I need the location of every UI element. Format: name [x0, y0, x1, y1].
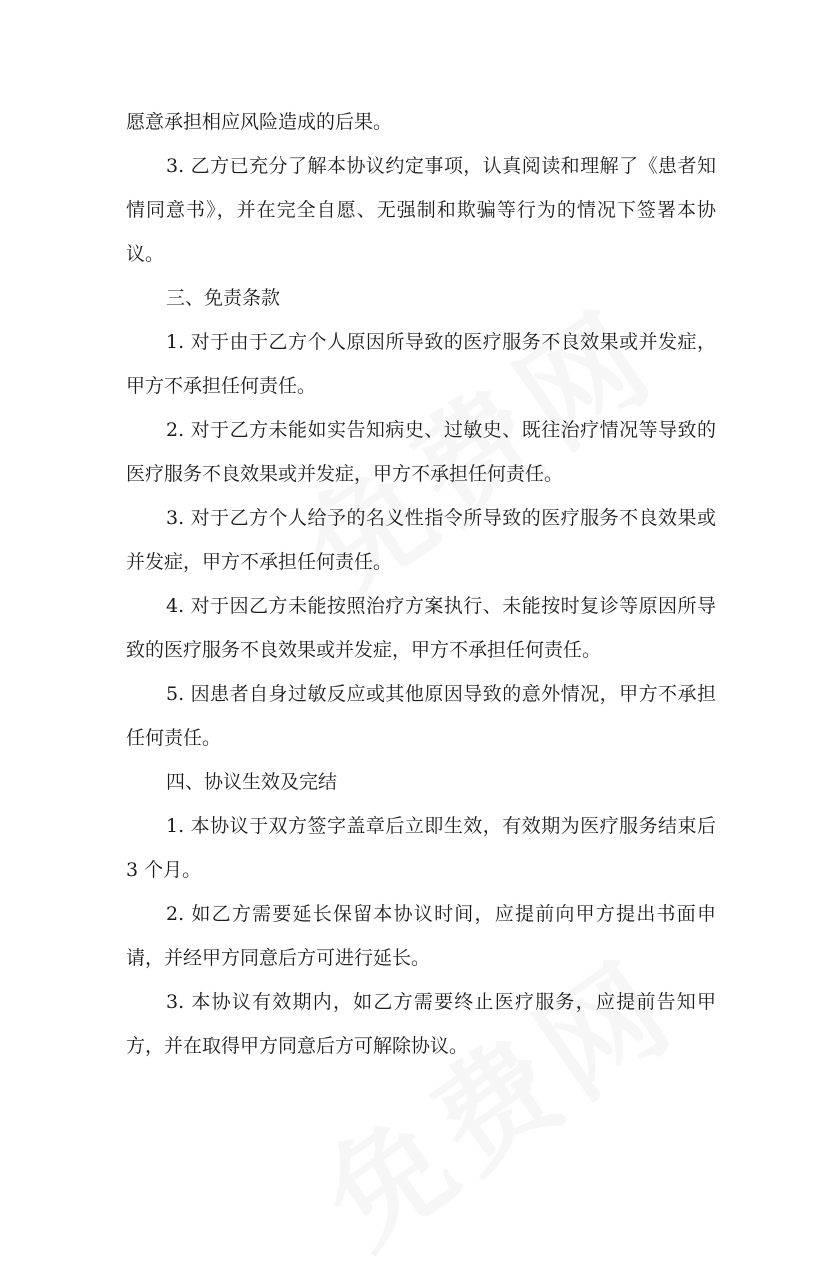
paragraph: 愿意承担相应风险造成的后果。	[126, 111, 393, 133]
section-heading-effect: 四、协议生效及完结	[166, 771, 338, 793]
clause-3-5: 5. 因患者自身过敏反应或其他原因导致的意外情况，甲方不承担任何责任。	[126, 683, 716, 749]
clause-4-3: 3. 本协议有效期内，如乙方需要终止医疗服务，应提前告知甲方，并在取得甲方同意后方可解除协议。	[126, 991, 716, 1057]
clause-3-1: 1. 对于由于乙方个人原因所导致的医疗服务不良效果或并发症，甲方不承担任何责任。	[126, 331, 716, 397]
section-heading-disclaimer: 三、免责条款	[166, 287, 281, 309]
clause-4-2: 2. 如乙方需要延长保留本协议时间，应提前向甲方提出书面申请，并经甲方同意后方可进行延长。	[126, 903, 716, 969]
clause-3-3: 3. 对于乙方个人给予的名义性指令所导致的医疗服务不良效果或并发症，甲方不承担任何责任。	[126, 507, 716, 573]
clause-3-4: 4. 对于因乙方未能按照治疗方案执行、未能按时复诊等原因所导致的医疗服务不良效果或并发症，甲方不承担任何责任。	[126, 595, 716, 661]
clause-3-2: 2. 对于乙方未能如实告知病史、过敏史、既往治疗情况等导致的医疗服务不良效果或并发症，甲方不承担任何责任。	[126, 419, 716, 485]
document-body	[126, 100, 716, 1068]
clause-4-1: 1. 本协议于双方签字盖章后立即生效，有效期为医疗服务结束后 3 个月。	[126, 815, 716, 881]
clause-2-3: 3. 乙方已充分了解本协议约定事项，认真阅读和理解了《患者知情同意书》，并在完全自愿、无强制和欺骗等行为的情况下签署本协议。	[126, 155, 716, 265]
